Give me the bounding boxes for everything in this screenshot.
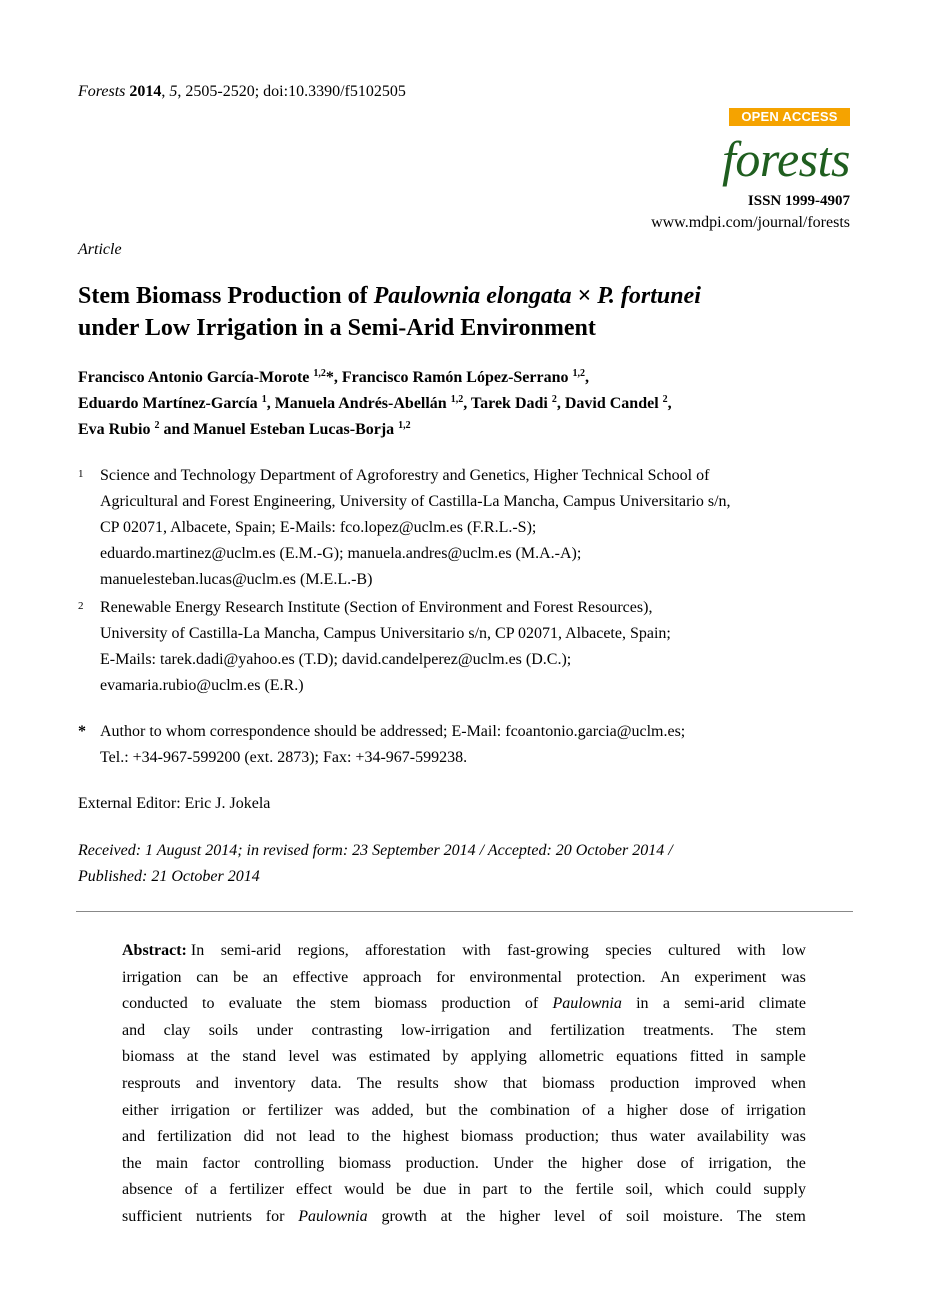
abstract-label: Abstract: — [122, 942, 187, 959]
author-name: and Manuel Esteban Lucas-Borja — [163, 421, 399, 438]
affiliation-number: 1 — [78, 468, 84, 480]
title-species1: Paulownia elongata — [373, 283, 572, 309]
author-separator: , — [585, 369, 590, 386]
abstract-line: either irrigation or fertilizer was added, but the combination of a higher dose of irrigation — [122, 1101, 806, 1119]
journal-name: Forests — [78, 83, 126, 100]
author-name: Francisco Antonio García-Morote — [78, 369, 314, 386]
abstract-line: Abstract: In semi-arid regions, afforestation with fast-growing species cultured with low — [122, 942, 806, 959]
citation-volume: 5 — [169, 83, 178, 100]
title-line2: under Low Irrigation in a Semi-Arid Environment — [78, 315, 596, 341]
title-times: × — [571, 283, 598, 309]
author-name: Tarek Dadi — [470, 395, 552, 412]
abstract-line: sufficient nutrients for Paulownia growth at the higher level of soil moisture. The stem — [122, 1207, 806, 1225]
affiliation-line: Agricultural and Forest Engineering, University of Castilla-La Mancha, Campus Universitario s/n, — [100, 493, 731, 510]
author-affiliation-sup: 1,2 — [450, 394, 464, 405]
author-separator: , — [463, 395, 471, 412]
citation-year: 2014 — [129, 83, 162, 100]
author-line-3 — [78, 417, 858, 443]
author-line-2 — [78, 391, 858, 417]
correspondence-line: Author to whom correspondence should be addressed; E-Mail: fcoantonio.garcia@uclm.es; — [100, 723, 686, 740]
external-editor: External Editor: Eric J. Jokela — [78, 795, 271, 812]
author-affiliation-sup: 1,2 — [398, 420, 411, 431]
correspondence-note — [78, 719, 858, 771]
author-separator: , — [667, 395, 672, 412]
affiliation-2 — [78, 595, 858, 699]
abstract-line: irrigation can be an effective approach for environmental protection. An experiment was — [122, 968, 806, 986]
abstract-line: resprouts and inventory data. The results show that biomass production improved when — [122, 1074, 806, 1092]
affiliation-line: manuelesteban.lucas@uclm.es (M.E.L.-B) — [100, 571, 373, 588]
abstract — [122, 938, 806, 1231]
correspondence-mark: * — [78, 723, 86, 740]
author-separator: , — [556, 395, 565, 412]
author-name: Francisco Ramón López-Serrano — [341, 369, 573, 386]
affiliation-line: Renewable Energy Research Institute (Section of Environment and Forest Resources), — [100, 599, 653, 616]
author-affiliation-sup: 2 — [662, 394, 668, 405]
affiliation-1 — [78, 463, 858, 593]
author-affiliation-sup: 2 — [154, 420, 160, 431]
publication-dates — [78, 838, 858, 890]
abstract-line: the main factor controlling biomass production. Under the higher dose of irrigation, the — [122, 1154, 806, 1172]
author-affiliation-sup: 1,2 — [313, 368, 326, 379]
article-type: Article — [78, 241, 122, 258]
affiliation-line: eduardo.martinez@uclm.es (E.M.-G); manuela.andres@uclm.es (M.A.-A); — [100, 545, 582, 562]
abstract-line: and fertilization did not lead to the highest biomass production; thus water availability was — [122, 1128, 806, 1146]
author-separator: , — [266, 395, 275, 412]
abstract-line: absence of a fertilizer effect would be due in part to the fertile soil, which could supply — [122, 1181, 806, 1199]
citation-pages-doi: , 2505-2520; doi:10.3390/f5102505 — [177, 83, 406, 100]
author-affiliation-sup: 1,2 — [572, 368, 586, 379]
journal-url[interactable]: www.mdpi.com/journal/forests — [651, 214, 850, 231]
author-name: Eva Rubio — [78, 421, 155, 438]
affiliation-line: E-Mails: tarek.dadi@yahoo.es (T.D); david.candelperez@uclm.es (D.C.); — [100, 651, 572, 668]
section-divider — [76, 911, 853, 912]
affiliation-line: University of Castilla-La Mancha, Campus Universitario s/n, CP 02071, Albacete, Spain; — [100, 625, 671, 642]
title-species2: P. fortunei — [597, 283, 701, 309]
title-part1: Stem Biomass Production of — [78, 283, 374, 309]
author-name: Manuela Andrés-Abellán — [274, 395, 451, 412]
affiliation-line: evamaria.rubio@uclm.es (E.R.) — [100, 677, 304, 694]
paper-title — [78, 280, 858, 344]
author-name: Eduardo Martínez-García — [78, 395, 262, 412]
dates-line-2: Published: 21 October 2014 — [78, 868, 260, 885]
affiliation-line: Science and Technology Department of Agroforestry and Genetics, Higher Technical School of — [100, 467, 710, 484]
author-affiliation-sup: 1 — [261, 394, 267, 405]
journal-logo: forests — [722, 131, 850, 187]
author-line-1 — [78, 365, 858, 391]
abstract-line: biomass at the stand level was estimated by applying allometric equations fitted in sample — [122, 1048, 806, 1066]
author-separator: *, — [325, 369, 342, 386]
author-affiliation-sup: 2 — [551, 394, 557, 405]
affiliation-number: 2 — [78, 600, 84, 612]
correspondence-line: Tel.: +34-967-599200 (ext. 2873); Fax: +34-967-599238. — [100, 749, 468, 766]
open-access-badge: OPEN ACCESS — [729, 108, 850, 126]
affiliation-line: CP 02071, Albacete, Spain; E-Mails: fco.lopez@uclm.es (F.R.L.-S); — [100, 519, 537, 536]
issn: ISSN 1999-4907 — [747, 193, 850, 209]
abstract-line: conducted to evaluate the stem biomass production of Paulownia in a semi-arid climate — [122, 995, 806, 1013]
abstract-line: and clay soils under contrasting low-irrigation and fertilization treatments. The stem — [122, 1021, 806, 1039]
author-list — [78, 365, 858, 443]
dates-line-1: Received: 1 August 2014; in revised form: 23 September 2014 / Accepted: 20 October 2014 / — [78, 842, 673, 859]
citation-line: Forests 2014, 5, 2505-2520; doi:10.3390/f5102505 — [78, 83, 406, 100]
author-name: David Candel — [564, 395, 663, 412]
